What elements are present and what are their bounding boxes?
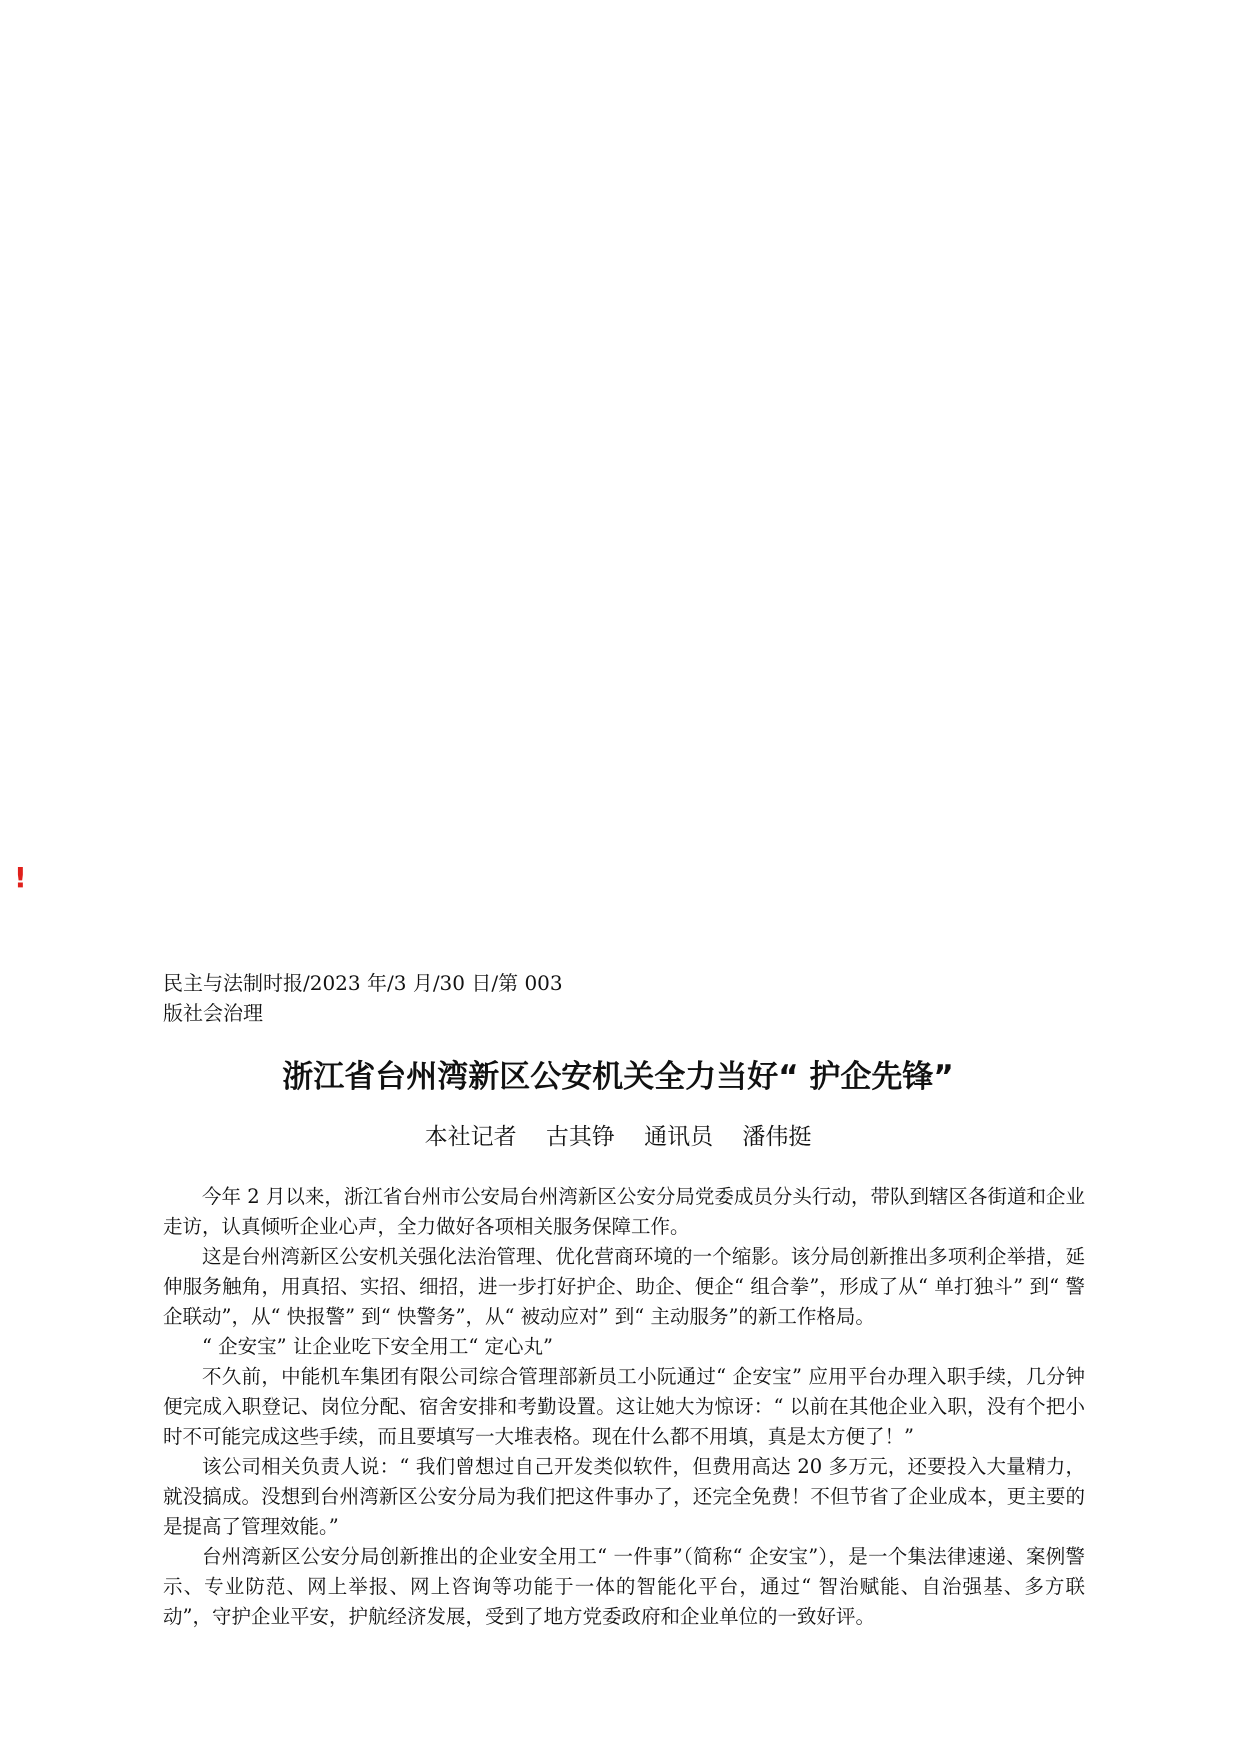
source-line-1: 民主与法制时报/2023 年/3 月/30 日/第 003: [163, 971, 563, 995]
paragraph-4: 该公司相关负责人说：“ 我们曾想过自己开发类似软件，但费用高达 20 多万元，还要投入大量精力，就没搞成。没想到台州湾新区公安分局为我们把这件事办了，还完全免费！不但节省了企业成本，更主要的是提高了管理效能。”: [163, 1455, 1085, 1538]
paragraph-5: 台州湾新区公安分局创新推出的企业安全用工“ 一件事”（简称“ 企安宝”），是一个集法律速递、案例警示、专业防范、网上举报、网上咨询等功能于一体的智能化平台，通过“ 智治赋能、自治强基、多方联动”，守护企业平安，护航经济发展，受到了地方党委政府和企业单位的一致好评。: [163, 1545, 1085, 1628]
article-byline: 本社记者 古其铮 通讯员 潘伟挺: [424, 1124, 812, 1150]
paragraph-1: 今年 2 月以来，浙江省台州市公安局台州湾新区公安分局党委成员分头行动，带队到辖区各街道和企业走访，认真倾听企业心声，全力做好各项相关服务保障工作。: [163, 1185, 1085, 1238]
paragraph-3: 不久前，中能机车集团有限公司综合管理部新员工小阮通过“ 企安宝” 应用平台办理入职手续，几分钟便完成入职登记、岗位分配、宿舍安排和考勤设置。这让她大为惊讶：“ 以前在其他企业入职，没有个把小时不可能完成这些手续，而且要填写一大堆表格。现在什么都不用填，真是太方便了！”: [163, 1365, 1085, 1448]
source-line-2: 版社会治理: [163, 1001, 263, 1025]
section-subheading: “ 企安宝” 让企业吃下安全用工“ 定心丸”: [202, 1335, 553, 1358]
red-exclamation-mark: !: [14, 861, 27, 894]
article-body: [163, 1182, 1085, 1632]
source-citation: [163, 968, 563, 1028]
article-headline: 浙江省台州湾新区公安机关全力当好“ 护企先锋”: [282, 1059, 954, 1095]
paragraph-2: 这是台州湾新区公安机关强化法治管理、优化营商环境的一个缩影。该分局创新推出多项利企举措，延伸服务触角，用真招、实招、细招，进一步打好护企、助企、便企“ 组合拳”，形成了从“ 单打独斗” 到“ 警企联动”，从“ 快报警” 到“ 快警务”，从“ 被动应对” 到“ 主动服务”的新工作格局。: [163, 1245, 1085, 1328]
